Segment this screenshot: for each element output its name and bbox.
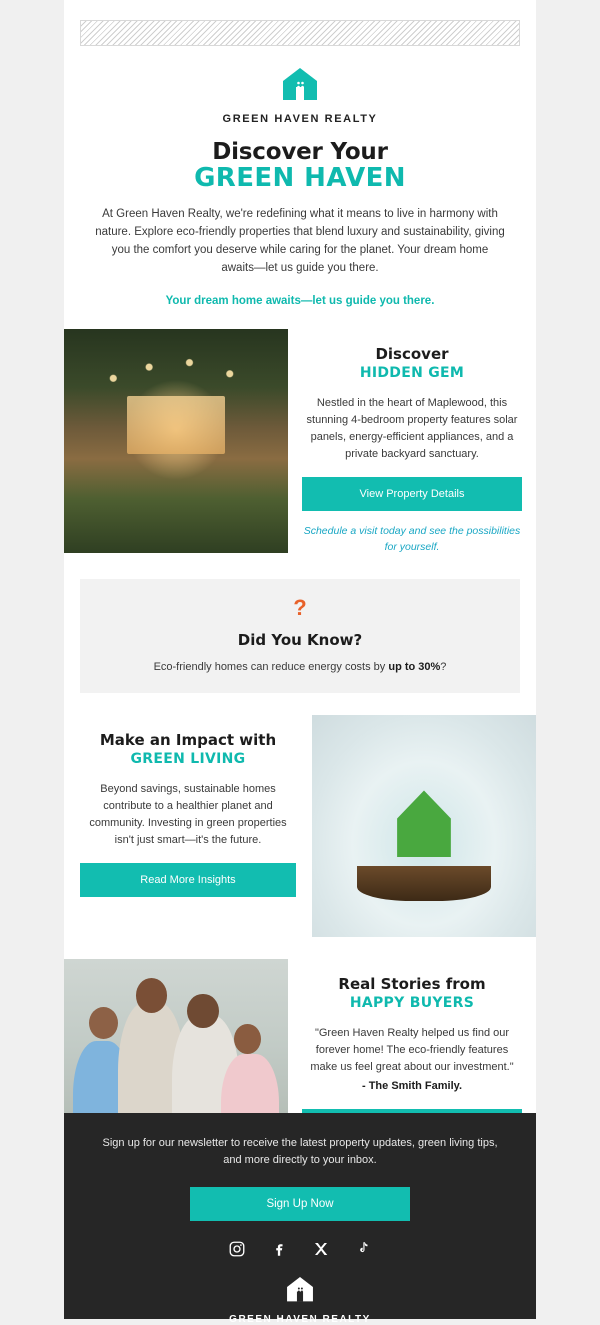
feature-title-line2: HAPPY BUYERS xyxy=(349,995,475,1011)
logo-wordmark: GREEN HAVEN REALTY xyxy=(222,113,378,125)
feature-title-hidden-gem xyxy=(302,345,522,383)
hero-title xyxy=(94,139,506,191)
dyk-text-after: ? xyxy=(440,661,447,673)
social-links xyxy=(94,1239,506,1259)
newsletter-text: Sign up for our newsletter to receive the latest property updates, green living tips, and more directly to your inbox. xyxy=(102,1137,498,1166)
x-twitter-icon[interactable] xyxy=(311,1239,331,1259)
footer-logo[interactable] xyxy=(94,1275,506,1325)
view-property-details-button[interactable]: View Property Details xyxy=(302,477,522,511)
feature-section-hidden-gem xyxy=(64,329,536,555)
feature-text-hidden-gem xyxy=(288,329,536,555)
hero-tagline: Your dream home awaits—let us guide you there. xyxy=(165,295,435,307)
feature-text-green-living xyxy=(64,715,312,937)
hero-title-line1: Discover Your xyxy=(212,139,388,165)
feature-subnote-hidden-gem: Schedule a visit today and see the possibilities for yourself. xyxy=(303,525,521,553)
facebook-icon[interactable] xyxy=(269,1239,289,1259)
did-you-know-band xyxy=(80,579,520,693)
did-you-know-text xyxy=(100,661,500,673)
feature-title-line1: Discover xyxy=(375,345,449,363)
hero-section xyxy=(64,125,536,307)
decorative-striped-bar xyxy=(80,20,520,46)
house-logo-icon xyxy=(279,66,321,104)
feature-title-line1: Make an Impact with xyxy=(99,731,277,749)
hero-intro-text: At Green Haven Realty, we're redefining what it means to live in harmony with nature. Explore eco-friendly properties that blend luxury and sustainability, giving you the comfort you deserve while caring for the planet. Your dream home awaits—let us guide you there. xyxy=(95,208,505,274)
feature-title-testimonials xyxy=(302,975,522,1013)
testimonial-quote: "Green Haven Realty helped us find our forever home! The eco-friendly features make us feel great about our investment." xyxy=(310,1027,514,1073)
question-mark-icon: ? xyxy=(293,595,307,620)
piggy-bank-green-house-photo xyxy=(312,715,536,937)
read-more-insights-button[interactable]: Read More Insights xyxy=(80,863,296,897)
hero-title-line2: GREEN HAVEN xyxy=(194,163,406,193)
feature-body-hidden-gem: Nestled in the heart of Maplewood, this stunning 4-bedroom property features solar panels, energy-efficient appliances, and a private backyard sanctuary. xyxy=(306,397,518,460)
feature-title-line2: GREEN LIVING xyxy=(130,751,246,767)
feature-section-green-living xyxy=(64,715,536,937)
dyk-highlight: up to 30% xyxy=(388,661,441,673)
header-logo[interactable] xyxy=(64,46,536,125)
backyard-patio-photo xyxy=(64,329,288,555)
instagram-icon[interactable] xyxy=(227,1239,247,1259)
sign-up-now-button[interactable]: Sign Up Now xyxy=(190,1187,410,1221)
tiktok-icon[interactable] xyxy=(353,1239,373,1259)
feature-body-green-living: Beyond savings, sustainable homes contribute to a healthier planet and community. Investing in green properties isn't just smart—it's the future. xyxy=(89,783,287,846)
email-footer xyxy=(64,1113,536,1325)
dyk-text-before: Eco-friendly homes can reduce energy costs by xyxy=(153,661,389,673)
did-you-know-title: Did You Know? xyxy=(237,631,363,649)
feature-title-line2: HIDDEN GEM xyxy=(359,365,465,381)
feature-title-line1: Real Stories from xyxy=(338,975,486,993)
testimonial-attribution: - The Smith Family. xyxy=(361,1080,463,1092)
footer-logo-wordmark: GREEN HAVEN REALTY xyxy=(229,1314,371,1325)
feature-title-green-living xyxy=(80,731,296,769)
